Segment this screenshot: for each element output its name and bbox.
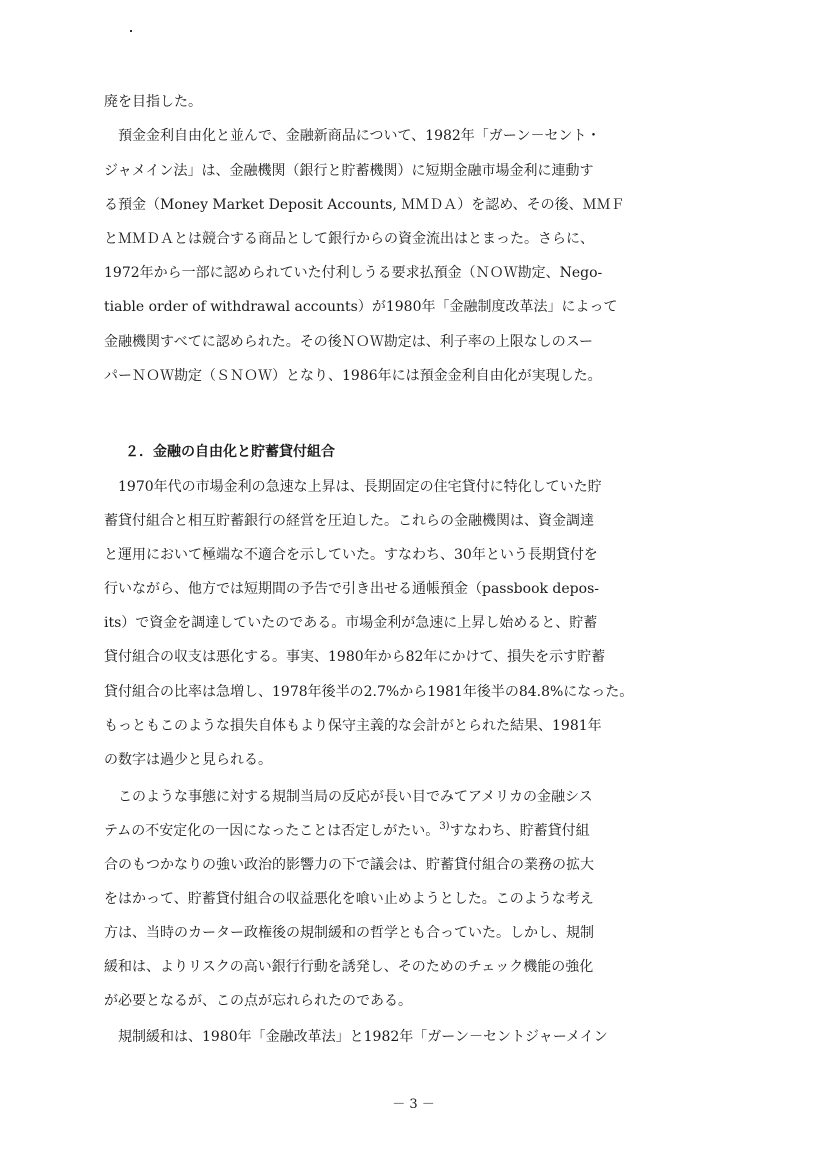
page-number: － 3 －: [392, 1097, 435, 1112]
text-line: パーＮＯＷ勘定（ＳＮＯＷ）となり、1986年には預金金利自由化が実現した。: [104, 368, 602, 384]
text-line: とＭＭＤＡとは競合する商品として銀行からの資金流出はとまった。さらに、: [104, 231, 594, 247]
text-line: 預金金利自由化と並んで、金融新商品について、1982年「ガーン－セント・: [118, 128, 601, 144]
text-line: 規制緩和は、1980年「金融改革法」と1982年「ガーン－セントジャーメイン: [118, 1029, 608, 1045]
text-line: 緩和は、よりリスクの高い銀行行動を誘発し、そのためのチェック機能の強化: [104, 959, 594, 975]
scan-speck: [130, 30, 132, 32]
text-line: 金融機関すべてに認められた。その後ＮＯＷ勘定は、利子率の上限なしのスー: [104, 334, 594, 350]
text-line: 廃を目指した。: [104, 94, 202, 110]
text-line: もっともこのような損失自体もより保守主義的な会計がとられた結果、1981年: [104, 718, 602, 734]
text-line: [0, 821, 827, 843]
text-line: をはかって、貯蓄貸付組合の収益悪化を喰い止めようとした。このような考え: [104, 891, 594, 907]
text-line: が必要となるが、この点が忘れられたのである。: [104, 993, 412, 1009]
text-line: its）で資金を調達していたのである。市場金利が急速に上昇し始めると、貯蓄: [104, 615, 598, 631]
footnote-marker: 3): [439, 821, 450, 832]
text-segment: テムの不安定化の一因になったことは否定しがたい。: [104, 823, 440, 839]
text-line: る預金（Money Market Deposit Accounts, ＭＭＤＡ）を認め、その後、ＭＭＦ: [104, 197, 625, 213]
text-line: 貸付組合の比率は急増し、1978年後半の2.7%から1981年後半の84.8%になった。: [104, 684, 634, 700]
text-line: 蓄貸付組合と相互貯蓄銀行の経営を圧迫した。これらの金融機関は、資金調達: [104, 513, 594, 529]
text-line: の数字は過少と見られる。: [104, 752, 272, 768]
section-heading: ２．金融の自由化と貯蓄貸付組合: [125, 444, 335, 460]
text-line: 1970年代の市場金利の急速な上昇は、長期固定の住宅貸付に特化していた貯: [118, 479, 602, 495]
text-line: 行いながら、他方では短期間の予告で引き出せる通帳預金（passbook depos-: [104, 581, 599, 597]
text-line: 貸付組合の収支は悪化する。事実、1980年から82年にかけて、損失を示す貯蓄: [104, 649, 606, 665]
text-line: tiable order of withdrawal accounts）が1980年「金融制度改革法」によって: [104, 299, 618, 315]
text-line: このような事態に対する規制当局の反応が長い目でみてアメリカの金融シス: [118, 789, 593, 805]
text-line: 1972年から一部に認められていた付利しうる要求払預金（ＮＯＷ勘定、Nego-: [104, 265, 603, 281]
text-line: 合のもつかなりの強い政治的影響力の下で議会は、貯蓄貸付組合の業務の拡大: [104, 857, 594, 873]
text-line: ジャメイン法」は、金融機関（銀行と貯蓄機関）に短期金融市場金利に連動す: [104, 163, 594, 179]
text-segment: すなわち、貯蓄貸付組: [449, 823, 590, 839]
text-line: 方は、当時のカーター政権後の規制緩和の哲学とも合っていた。しかし、規制: [104, 925, 594, 941]
text-line: と運用において極端な不適合を示していた。すなわち、30年という長期貸付を: [104, 547, 598, 563]
